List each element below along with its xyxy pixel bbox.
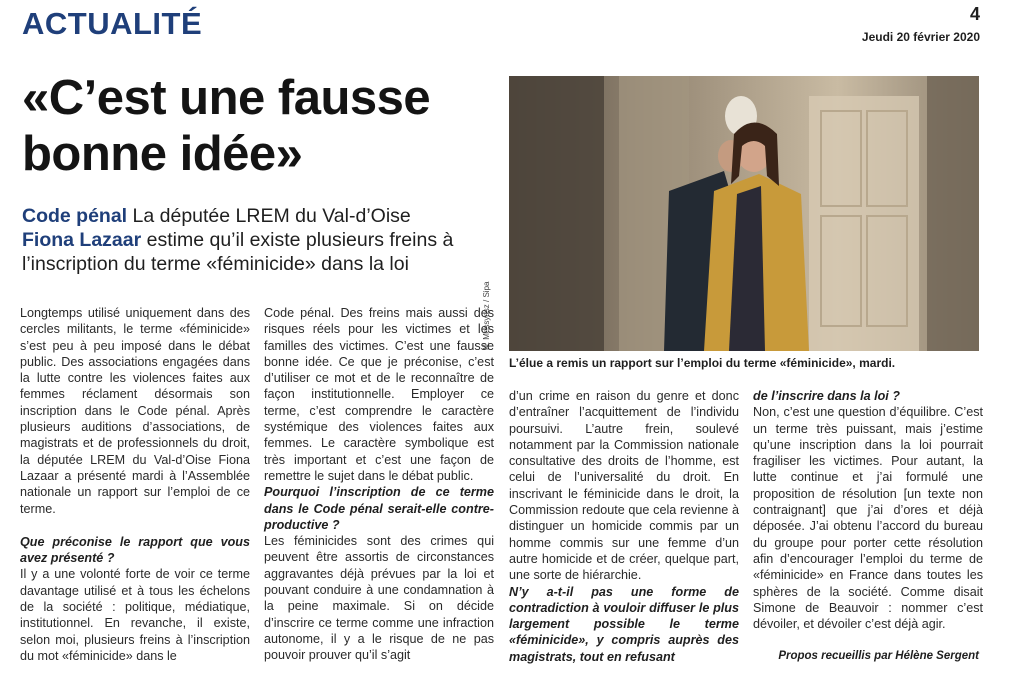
answer-3: Non, c’est une question d’équilibre. C’est un terme très puissant, mais j’estime qu’une inscription dans la loi pourrait fragiliser les victimes. Pour autant, la lutte continue et j’ai formulé une proposition de résolution [un texte non contraignant] que j’ai d’ores et déjà déposée. J’ai obtenu l’accord du bureau du groupe pour porter cette résolution afin d’encourager l’emploi du terme de «féminicide» en France dans toutes les sphères de la société. Comme disait Simone de Beauvoir : nommer c’est dévoiler, et dévoiler c’est déjà agir. xyxy=(753,405,983,632)
interviewee-name: Fiona Lazaar xyxy=(22,229,142,251)
headline xyxy=(22,70,502,182)
answer-2: Les féminicides sont des crimes qui peuvent être assortis de circonstances aggravantes déjà prévues par la loi et pouvant conduire à une condamnation à la peine maximale. Si on décide d’inscrire ce terme comme une infraction autonome, il y a le risque de ne pas pouvoir prouver qu’il s’agit xyxy=(264,534,494,663)
standfirst xyxy=(22,204,497,276)
article-column-3 xyxy=(509,388,739,665)
page-number: 4 xyxy=(969,4,980,24)
answer-2-continued: d’un crime en raison du genre et donc d’entraîner l’acquittement de l’individu poursuivi. L’autre frein, soulevé notamment par la Commission nationale consultative des droits de l’homme, est celui de l’universalité du droit. En inscrivant le féminicide dans le droit, la Commission redoute que cela revienne à distinguer un homicide commis par un homme commis sur une femme d’un autre homicide et de créer, quelque part, une sorte de hiérarchie. xyxy=(509,389,739,583)
article-column-2 xyxy=(264,281,494,664)
section-label: ACTUALITÉ xyxy=(22,6,203,41)
question-2: Pourquoi l’inscription de ce terme dans le Code pénal serait-elle contre-productive ? xyxy=(264,485,494,532)
article-column-4 xyxy=(753,388,983,632)
answer-1: Il y a une volonté forte de voir ce terme davantage utilisé et à tous les échelons de la société : politique, médiatique, institutionnel. En revanche, il existe, selon moi, plusieurs freins à l’inscription du mot «féminicide» dans le xyxy=(20,567,250,663)
standfirst-text-1: La députée LREM du Val-d’Oise xyxy=(127,205,411,227)
answer-1-continued: Code pénal. Des freins mais aussi des risques réels pour les victimes et les familles des victimes. C’est une fausse bonne idée. Ce que je préconise, c’est d’utiliser ce mot et de le reconnaître de façon institutionnelle. Employer ce terme, c’est comprendre le caractère systémique des violences faites aux femmes. Le caractère symbolique est très important et c’est une façon de remettre le sujet dans le débat public. xyxy=(264,306,494,483)
byline: Propos recueillis par Hélène Sergent xyxy=(778,650,979,662)
standfirst-text-2: estime qu’il existe plusieurs freins à l’inscription du terme «féminicide» dans la loi xyxy=(22,229,454,275)
article-photo xyxy=(509,76,979,351)
kicker: Code pénal xyxy=(22,205,128,227)
photo-credit: N. Messyasz / Sipa xyxy=(482,281,491,350)
headline-line-1: «C’est une fausse xyxy=(22,71,431,125)
intro-paragraph: Longtemps utilisé uniquement dans des cercles militants, le terme «féminicide» s’est peu à peu imposé dans le débat public. Des associations engagées dans la lutte contre les violences faites aux femmes réclament désormais son inscription dans le Code pénal. Après plusieurs auditions d’associations, de magistrats et de professionnels du droit, la députée LREM du Val-d’Oise Fiona Lazaar a présenté mardi à l’Assemblée nationale un rapport sur l’emploi de ce terme. xyxy=(20,306,250,516)
photo-caption: L’élue a remis un rapport sur l’emploi du terme «féminicide», mardi. xyxy=(509,356,896,370)
photo-illustration xyxy=(509,76,979,351)
issue-date: Jeudi 20 février 2020 xyxy=(861,30,980,44)
question-3-continued: de l’inscrire dans la loi ? xyxy=(753,389,900,403)
article-column-1 xyxy=(20,305,250,664)
question-3: N’y a-t-il pas une forme de contradiction à vouloir diffuser le plus largement possible le terme «féminicide», y compris auprès des magistrats, tout en refusant xyxy=(509,584,739,664)
question-1: Que préconise le rapport que vous avez présenté ? xyxy=(20,534,250,566)
headline-line-2: bonne idée» xyxy=(22,127,303,181)
